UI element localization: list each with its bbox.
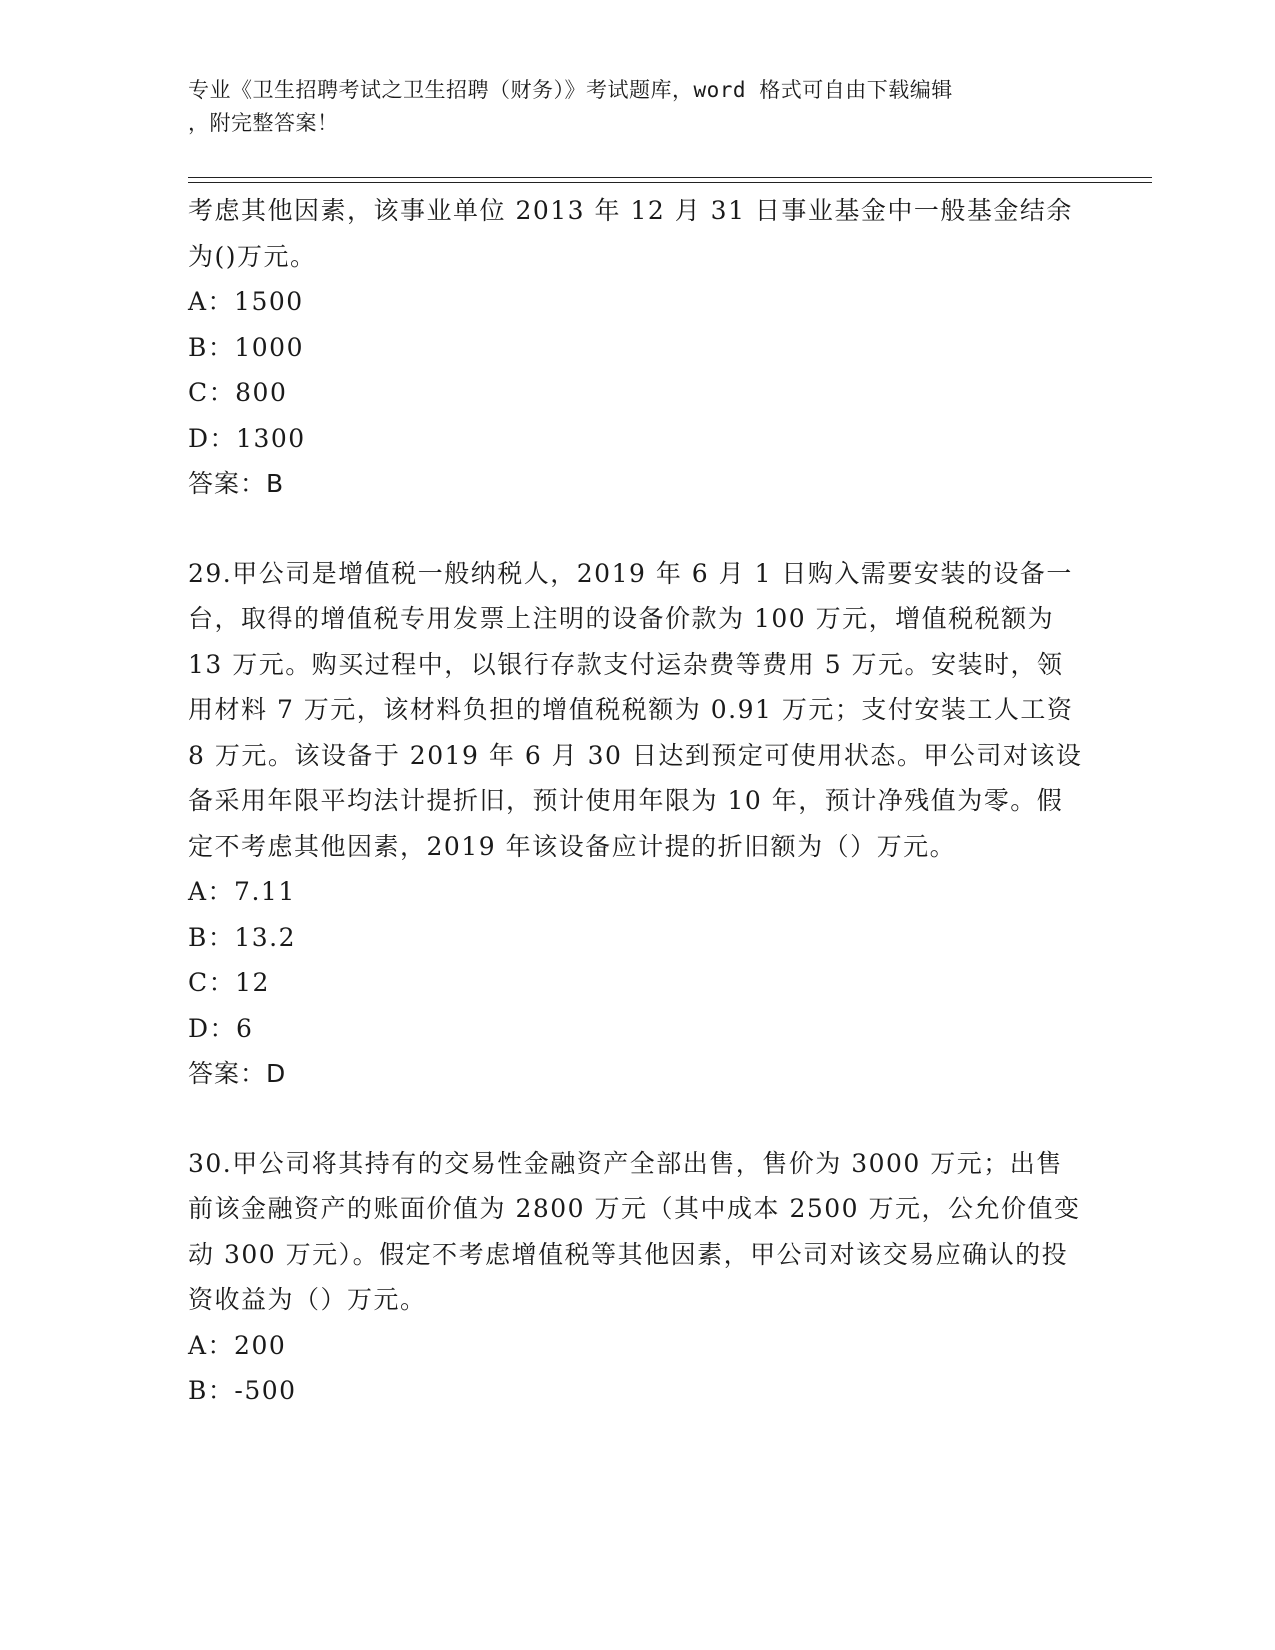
answer-line: 答案：D xyxy=(188,1059,287,1088)
option-a: A：1500 xyxy=(188,287,304,316)
question-29 xyxy=(188,551,1088,1097)
option-b: B：1000 xyxy=(188,332,304,362)
option-d: D：6 xyxy=(188,1013,254,1043)
header-line-2: ，附完整答案！ xyxy=(188,111,339,135)
option-a: A：7.11 xyxy=(188,877,296,906)
document-body xyxy=(188,188,1088,1414)
option-b: B：13.2 xyxy=(188,922,297,952)
question-stem: 29.甲公司是增值税一般纳税人，2019 年 6 月 1 日购入需要安装的设备一台，取得的增值税专用发票上注明的设备价款为 100 万元，增值税税额为 13 万元。购买过程中，以银行存款支付运杂费等费用 5 万元。安装时，领用材料 7 万元，该材料负担的增值税税额为 0.91 万元；支付安装工人工资 8 万元。该设备于 2019 年 6 月 30 日达到预定可使用状态。甲公司对该设备采用年限平均法计提折旧，预计使用年限为 10 年，预计净残值为零。假定不考虑其他因素，2019 年该设备应计提的折旧额为（）万元。 xyxy=(188,558,1083,861)
option-c: C：12 xyxy=(188,968,270,997)
spacer xyxy=(188,1097,1088,1141)
option-c: C：800 xyxy=(188,378,288,407)
spacer xyxy=(188,507,1088,551)
option-a: A：200 xyxy=(188,1330,287,1360)
question-stem: 考虑其他因素，该事业单位 2013 年 12 月 31 日事业基金中一般基金结余为()万元。 xyxy=(188,196,1073,271)
question-28 xyxy=(188,188,1088,507)
header-line-1: 专业《卫生招聘考试之卫生招聘（财务）》考试题库，word 格式可自由下载编辑 xyxy=(188,78,953,102)
document-header xyxy=(188,74,1088,140)
option-d: D：1300 xyxy=(188,423,306,453)
answer-line: 答案：B xyxy=(188,469,285,498)
header-rule-top xyxy=(188,177,1152,178)
question-stem: 30.甲公司将其持有的交易性金融资产全部出售，售价为 3000 万元；出售前该金融资产的账面价值为 2800 万元（其中成本 2500 万元，公允价值变动 300 万元）。假定不考虑增值税等其他因素，甲公司对该交易应确认的投资收益为（）万元。 xyxy=(188,1148,1081,1314)
question-30 xyxy=(188,1141,1088,1414)
option-b: B：-500 xyxy=(188,1376,297,1405)
header-rule-bottom xyxy=(188,182,1152,183)
